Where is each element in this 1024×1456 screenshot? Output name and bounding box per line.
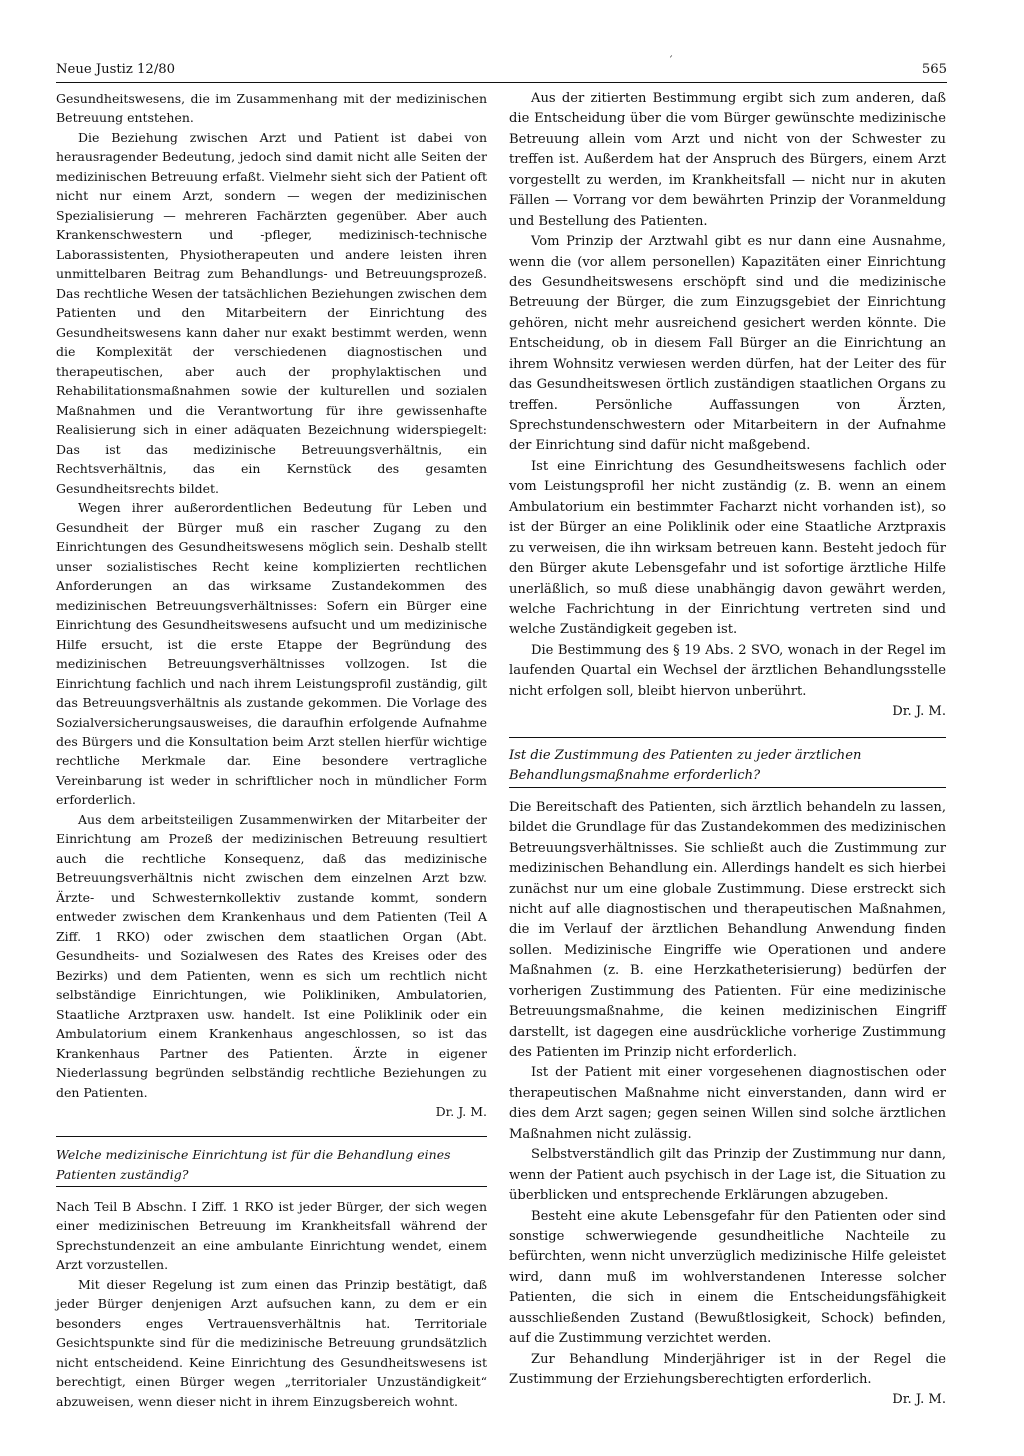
heading-underline (509, 787, 946, 788)
paragraph: Die Bestimmung des § 19 Abs. 2 SVO, wonach in der Regel im laufenden Quartal ein Wechsel der ärztlichen Behandlungsstelle nicht erfolgen soll, bleibt hiervon unberührt. (509, 642, 946, 699)
paragraph: Die Bereitschaft des Patienten, sich ärztlich behandeln zu lassen, bildet die Grundlage für das Zustandekommen des medizinischen Betreuungsverhältnisses. Sie schließt auch die Zustimmung zur medizinischen Behandlung ein. Allerdings handelt es sich hierbei zunächst nur um eine globale Zustimmung. Diese erstreckt sich nicht auf alle diagnostischen und therapeutischen Maßnahmen, die im Verlauf der ärztlichen Behandlung Anwendung finden sollen. Medizinische Eingriffe wie Operationen und andere Maßnahmen (z. B. eine Herzkatheterisierung) bedürfen der vorherigen Zustimmung des Patienten. Für eine medizinische Betreuungsmaßnahme, die keinen medizinischen Eingriff darstellt, ist dagegen eine ausdrückliche vorherige Zustimmung des Patienten im Prinzip nicht erforderlich. (509, 799, 946, 1060)
paragraph: Selbstverständlich gilt das Prinzip der Zustimmung nur dann, wenn der Patient auch psychisch in der Lage ist, die Situation zu überblicken und entsprechende Erklärungen abzugeben. (509, 1147, 946, 1204)
paragraph: Vom Prinzip der Arztwahl gibt es nur dann eine Ausnahme, wenn die (vor allem personellen) Kapazitäten einer Einrichtung des Gesundheitswesens erschöpft sind und die medizinische Betreuung der Bürger, die zum Einzugsgebiet der Einrichtung gehören, nicht mehr ausreichend gesichert werden könnte. Die Entscheidung, ob in diesem Fall Bürger an die Einrichtung an ihrem Wohnsitz verwiesen werden dürfen, hat der Leiter des für das Gesundheitswesen örtlich zuständigen staatlichen Organs zu treffen. Persönliche Auffassungen von Ärzten, Sprechstundenschwestern oder Mitarbeitern in der Aufnahme der Einrichtung sind dafür nicht maßgebend. (509, 234, 946, 454)
paragraph: Ist der Patient mit einer vorgesehenen diagnostischen oder therapeutischen Maßnahme nicht einverstanden, dann wird er dies dem Arzt sagen; gegen seinen Willen sind solche ärztlichen Maßnahmen nicht zulässig. (509, 1065, 946, 1142)
paragraph: Nach Teil B Abschn. I Ziff. 1 RKO ist jeder Bürger, der sich wegen einer medizinischen Betreuung im Krankheitsfall während der Sprechstundenzeit an eine ambulante Einrichtung wendet, einem Arzt vorzustellen. (56, 1198, 487, 1273)
paragraph: Gesundheitswesens, die im Zusammenhang mit der medizinischen Betreuung entstehen. (56, 91, 487, 126)
paragraph: Zur Behandlung Minderjähriger ist in der Regel die Zustimmung der Erziehungsberechtigten erforderlich. (509, 1351, 946, 1387)
paragraph: Besteht eine akute Lebensgefahr für den Patienten oder sind sonstige schwerwiegende gesundheitliche Nachteile zu befürchten, wenn nicht unverzüglich medizinische Hilfe geleistet wird, dann muß im wohlverstandenen Interesse solcher Patienten, die sich in einem die Entscheidungsfähigkeit ausschließenden Zustand (Bewußtlosigkeit, Schock) befinden, auf die Zustimmung verzichtet werden. (509, 1208, 946, 1347)
paragraph: Mit dieser Regelung ist zum einen das Prinzip bestätigt, daß jeder Bürger denjenigen Arzt aufsuchen kann, zu dem er ein besonders enges Vertrauensverhältnis hat. Territoriale Gesichtspunkte sind für die medizinische Betreuung grundsätzlich nicht entscheidend. Keine Einrichtung des Gesundheitswesens ist berechtigt, einen Bürger wegen „territorialer Unzuständigkeit“ abzuweisen, wenn dieser nicht in ihrem Einzugsbereich wohnt. (56, 1276, 487, 1409)
page-number: 565 (921, 62, 947, 77)
paragraph: Die Beziehung zwischen Arzt und Patient ist dabei von herausragender Bedeutung, jedoch sind damit nicht alle Seiten der medizinischen Betreuung erfaßt. Vielmehr sieht sich der Patient oft nicht nur einem Arzt, sondern — wegen der medizinischen Spezialisierung — mehreren Fachärzten gegenüber. Aber auch Krankenschwestern und -pfleger, medizinisch-technische Laborassistenten, Physiotherapeuten und andere leisten ihren unmittelbaren Beitrag zum Behandlungs- und Betreuungsprozeß. Das rechtliche Wesen der tatsächlichen Beziehungen zwischen dem Patienten und den Mitarbeitern der Einrichtung des Gesundheitswesens kann daher nur exakt bestimmt werden, wenn die Komplexität der verschiedenen diagnostischen und therapeutischen, aber auch der prophylaktischen und Rehabilitationsmaßnahmen sowie der kulturellen und sozialen Maßnahmen und die Verantwortung für ihre gewissenhafte Realisierung sich in einer adäquaten Bezeichnung widerspiegelt: Das ist das medizinische Betreuungsverhältnis, ein Rechtsverhältnis, das ein Kernstück des gesamten Gesundheitsrechts bildet. (56, 129, 487, 496)
section-divider (509, 737, 946, 738)
pen-mark-icon: ˊ (668, 56, 673, 67)
author-signature: Dr. J. M. (892, 1392, 946, 1408)
heading-underline (56, 1186, 487, 1187)
paragraph: Wegen ihrer außerordentlichen Bedeutung für Leben und Gesundheit der Bürger muß ein rascher Zugang zu den Einrichtungen des Gesundheitswesens möglich sein. Deshalb stellt unser sozialistisches Recht keine komplizierten rechtlichen Anforderungen an das wirksame Zustandekommen des medizinischen Betreuungsverhältnisses: Sofern ein Bürger eine Einrichtung des Gesundheitswesens aufsucht und um medizinische Hilfe ersucht, ist die erste Etappe der Begründung des medizinischen Betreuungsverhältnisses vollzogen. Ist die Einrichtung fachlich und nach ihrem Leistungsprofil zuständig, gilt das Betreuungsverhältnis als zustande gekommen. Die Vorlage des Sozialversicherungsausweises, die daraufhin erfolgende Aufnahme des Bürgers und die Konsultation beim Arzt stellen hierfür wichtige rechtliche Merkmale dar. Eine besondere vertragliche Vereinbarung ist weder in schriftlicher noch in mündlicher Form erforderlich. (56, 500, 487, 808)
question-heading: Ist die Zustimmung des Patienten zu jeder ärztlichen Behandlungsmaßnahme erforderlich? (509, 747, 862, 784)
question-heading: Welche medizinische Einrichtung ist für die Behandlung eines Patienten zuständig? (56, 1146, 451, 1183)
section-divider (56, 1136, 487, 1137)
paragraph: Aus dem arbeitsteiligen Zusammenwirken der Mitarbeiter der Einrichtung am Prozeß der medizinischen Betreuung resultiert auch die rechtliche Konsequenz, daß das medizinische Betreuungsverhältnis nicht zwischen dem einzelnen Arzt bzw. Ärzte- und Schwesternkollektiv zustande kommt, sondern entweder zwischen dem Krankenhaus und dem Patienten (Teil A Ziff. 1 RKO) oder zwischen dem staatlichen Organ (Abt. Gesundheits- und Sozialwesen des Rates des Kreises oder des Bezirks) und dem Patienten, wenn es sich um rechtlich nicht selbständige Einrichtungen, wie Polikliniken, Ambulatorien, Staatliche Arztpraxen usw. handelt. Ist eine Poliklinik oder ein Ambulatorium einem Krankenhaus angeschlossen, so ist das Krankenhaus Partner des Patienten. Ärzte in eigener Niederlassung begründen selbständig rechtliche Beziehungen zu den Patienten. (56, 811, 487, 1100)
paragraph: Ist eine Einrichtung des Gesundheitswesens fachlich oder vom Leistungsprofil her nicht zuständig (z. B. wenn an einem Ambulatorium ein bestimmter Facharzt nicht vorhanden ist), so ist der Bürger an eine Poliklinik oder eine Staatliche Arztpraxis zu verweisen, die ihn wirksam betreuen kann. Besteht jedoch für den Bürger akute Lebensgefahr und ist sofortige ärztliche Hilfe unerläßlich, so muß diese unabhängig davon gewährt werden, welche Fachrichtung in der Einrichtung vertreten sind und welche Zuständigkeit gegeben ist. (509, 458, 946, 638)
author-signature: Dr. J. M. (892, 704, 946, 720)
left-column (56, 89, 487, 1411)
right-column (509, 89, 946, 1411)
journal-title: Neue Justiz 12/80 (56, 62, 176, 77)
author-signature: Dr. J. M. (435, 1104, 487, 1120)
page-header (56, 60, 947, 83)
paragraph: Aus der zitierten Bestimmung ergibt sich zum anderen, daß die Entscheidung über die vom Bürger gewünschte medizinische Betreuung allein vom Arzt und nicht von der Schwester zu treffen ist. Außerdem hat der Anspruch des Bürgers, einem Arzt vorgestellt zu werden, im Krankheitsfall — nicht nur in akuten Fällen — Vorrang vor dem bewährten Prinzip der Voranmeldung und Bestellung des Patienten. (509, 91, 946, 229)
